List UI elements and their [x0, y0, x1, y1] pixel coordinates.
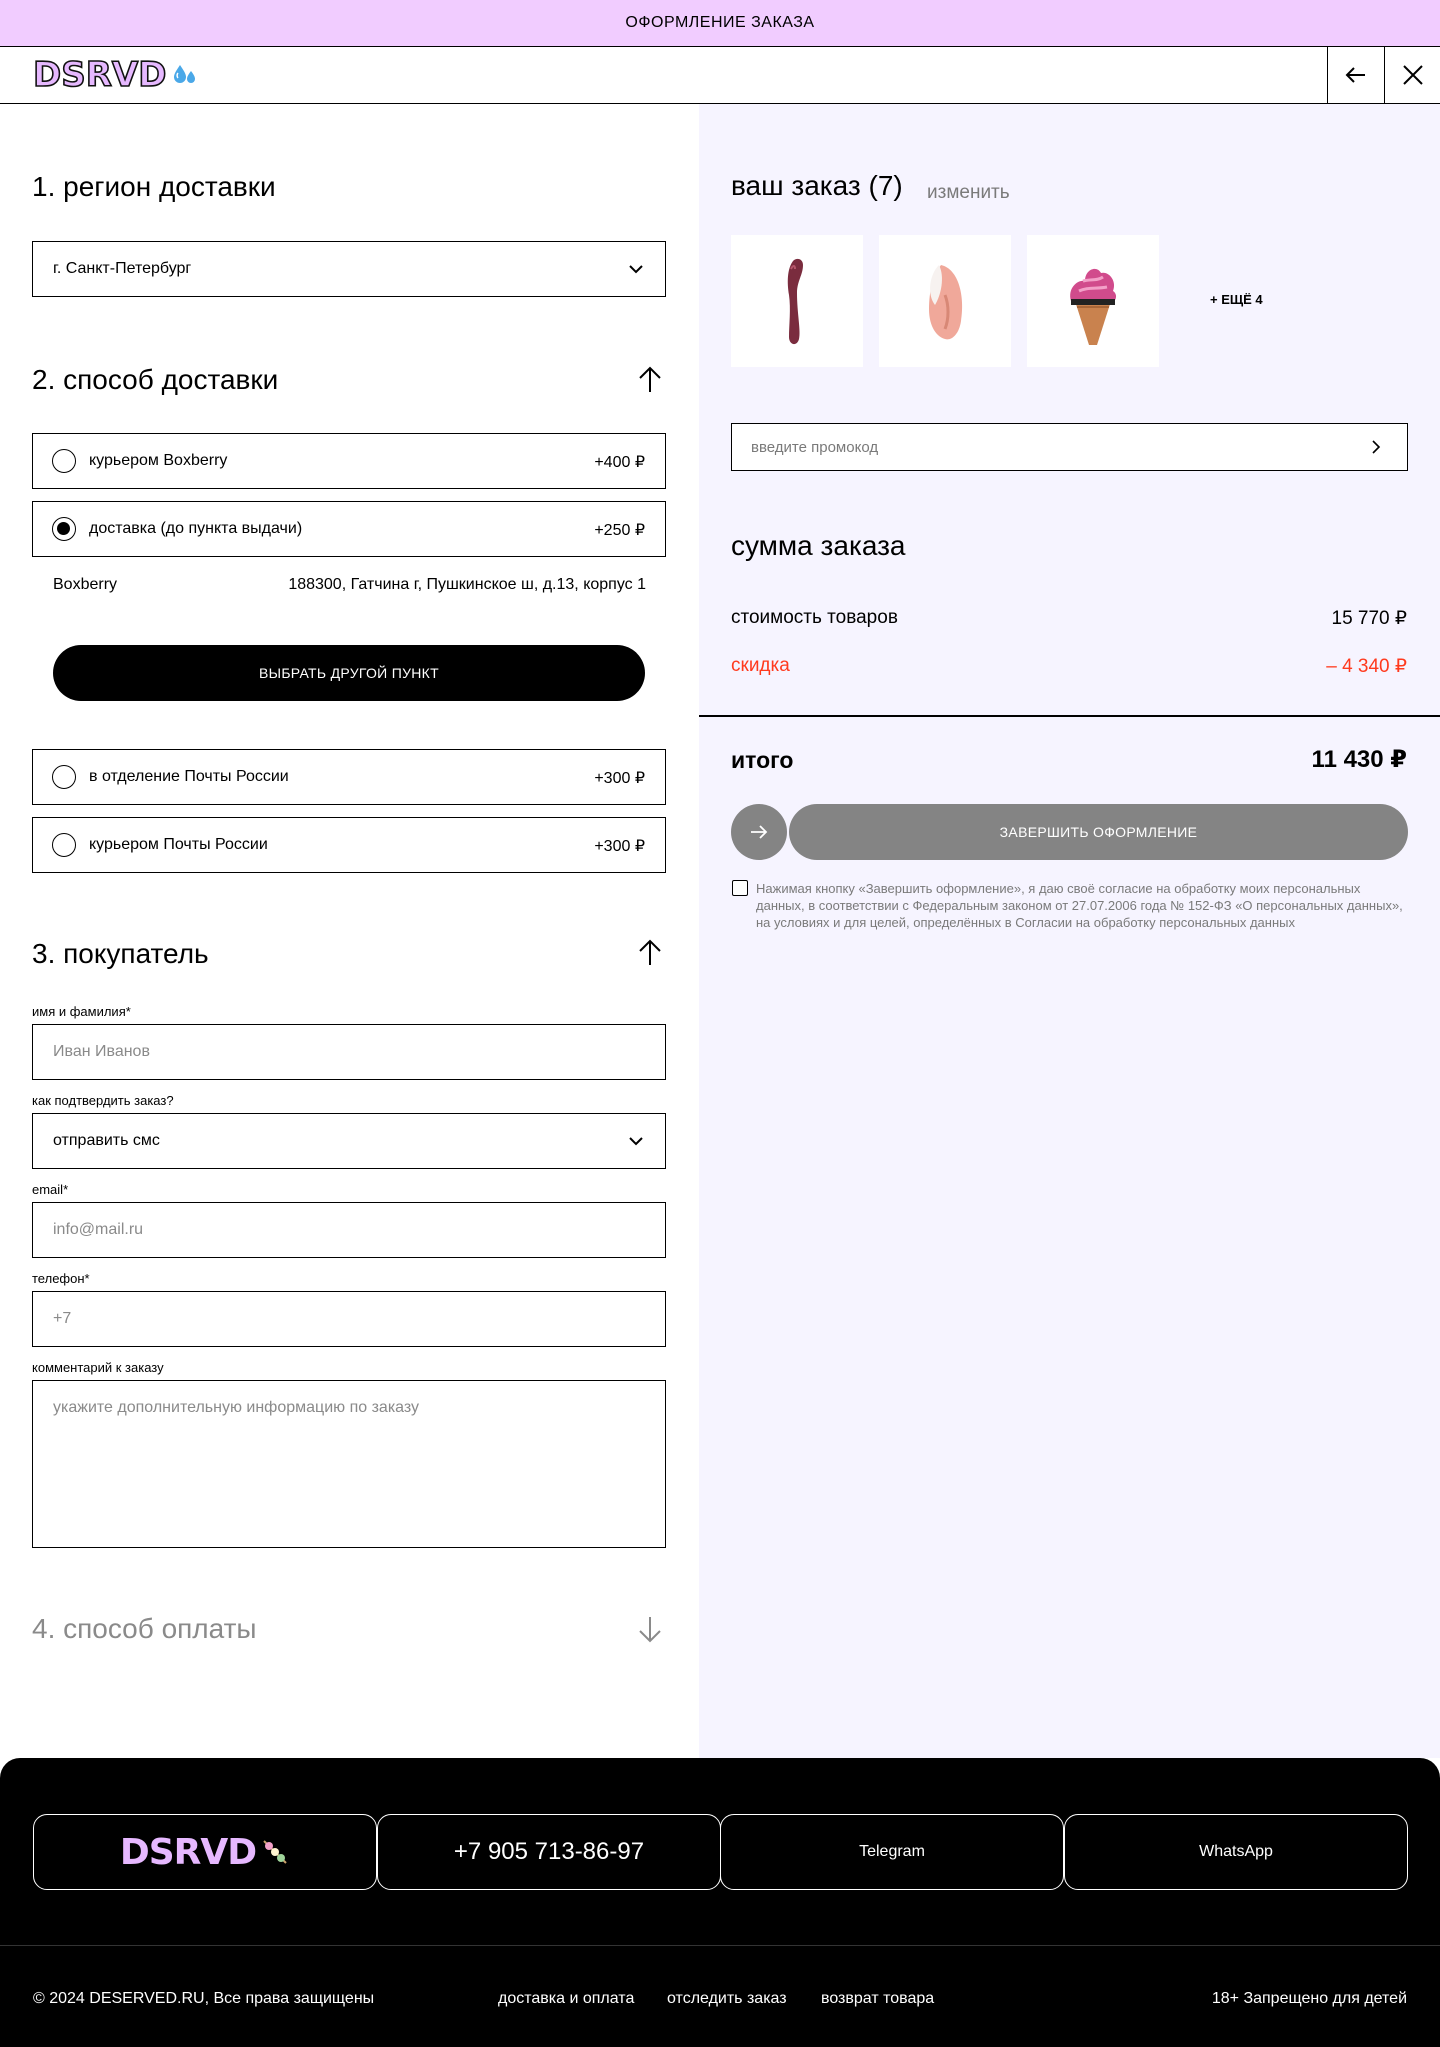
logo-text: DSRVD: [33, 55, 167, 95]
complete-checkout-button[interactable]: ЗАВЕРШИТЬ ОФОРМЛЕНИЕ: [789, 804, 1408, 860]
phone-placeholder: +7: [53, 1310, 72, 1327]
checkout-topbar: [0, 0, 1440, 47]
close-button[interactable]: [1384, 47, 1440, 103]
edit-order-link[interactable]: изменить: [927, 182, 1010, 203]
delivery-title: 2. способ доставки: [32, 364, 279, 395]
radio-button[interactable]: [52, 765, 76, 789]
chevron-down-icon: [627, 260, 645, 278]
name-placeholder: Иван Иванов: [53, 1043, 150, 1060]
chevron-down-icon: [627, 1132, 645, 1150]
footer-copyright: © 2024 DESERVED.RU, Все права защищены: [33, 1990, 375, 2007]
footer-telegram-link[interactable]: Telegram: [720, 1814, 1064, 1890]
footer-link-return[interactable]: возврат товара: [821, 1990, 935, 2007]
email-label: email*: [32, 1182, 69, 1197]
radio-button[interactable]: [52, 833, 76, 857]
footer-phone-link[interactable]: +7 905 713-86-97: [377, 1814, 721, 1890]
arrow-up-icon[interactable]: [634, 364, 666, 396]
back-button[interactable]: [1327, 47, 1383, 103]
checkout-title: ОФОРМЛЕНИЕ ЗАКАЗА: [625, 14, 815, 31]
radio-button-selected[interactable]: [52, 517, 76, 541]
logo[interactable]: [33, 55, 199, 95]
product-thumbnail[interactable]: [731, 235, 863, 367]
promo-code-input[interactable]: [731, 423, 1408, 471]
product-image-pink-device: [879, 235, 1011, 367]
more-items-count[interactable]: + ЕЩЁ 4: [1210, 292, 1263, 307]
goods-cost-label: стоимость товаров: [731, 607, 898, 628]
region-title: 1. регион доставки: [32, 171, 276, 202]
choose-other-pickup-button[interactable]: ВЫБРАТЬ ДРУГОЙ ПУНКТ: [53, 645, 645, 701]
option-price: +250 ₽: [594, 522, 645, 539]
comment-label: комментарий к заказу: [32, 1360, 164, 1375]
radio-button[interactable]: [52, 449, 76, 473]
email-field[interactable]: [32, 1202, 666, 1258]
confirm-method-select[interactable]: [32, 1113, 666, 1169]
option-price: +300 ₽: [594, 838, 645, 855]
option-price: +400 ₽: [594, 454, 645, 471]
payment-title[interactable]: 4. способ оплаты: [32, 1613, 257, 1644]
product-image-icecream-toy: [1027, 235, 1159, 367]
arrow-right-icon: [749, 822, 769, 842]
goods-cost-value: 15 770 ₽: [1331, 608, 1407, 629]
chevron-right-icon[interactable]: [1367, 438, 1385, 456]
pickup-address: 188300, Гатчина г, Пушкинское ш, д.13, корпус 1: [288, 576, 646, 593]
consent-checkbox[interactable]: [732, 880, 748, 896]
email-placeholder: info@mail.ru: [53, 1221, 144, 1238]
header: [0, 47, 1440, 104]
consent-text: Нажимая кнопку «Завершить оформление», я даю своё согласие на обработку моих персональных данных, в соответствии с Федеральным законом от 27.07.2006 года № 152-ФЗ «О персональных данных», на условиях и для целей, определённых в Согласии на обработку персональных данных: [756, 881, 1403, 930]
skewer-icon: [260, 1837, 290, 1867]
footer-age-restriction: 18+ Запрещено для детей: [1211, 1990, 1407, 2007]
product-image-vibrator-wand: [731, 235, 863, 367]
close-icon: [1401, 63, 1425, 87]
footer-logo-text: DSRVD: [119, 1831, 257, 1873]
arrow-up-icon[interactable]: [634, 937, 666, 969]
discount-label: скидка: [731, 655, 790, 676]
delivery-option-pickup-point[interactable]: [32, 501, 666, 557]
total-label: итого: [731, 747, 794, 773]
region-select[interactable]: [32, 241, 666, 297]
discount-value: – 4 340 ₽: [1326, 656, 1407, 677]
comment-placeholder: укажите дополнительную информацию по заказу: [53, 1399, 420, 1416]
option-label: курьером Почты России: [89, 836, 268, 853]
total-value: 11 430 ₽: [1311, 746, 1407, 773]
option-label: в отделение Почты России: [89, 768, 289, 785]
pickup-service: Boxberry: [53, 576, 118, 593]
name-input[interactable]: [32, 1024, 666, 1080]
phone-label: телефон*: [32, 1271, 90, 1286]
submit-arrow-button[interactable]: [731, 804, 787, 860]
name-label: имя и фамилия*: [32, 1004, 131, 1019]
footer: [0, 1758, 1440, 2047]
footer-logo[interactable]: [33, 1814, 377, 1890]
buyer-title: 3. покупатель: [32, 938, 209, 969]
option-label: курьером Boxberry: [89, 452, 228, 469]
delivery-option-boxberry-courier[interactable]: [32, 433, 666, 489]
option-price: +300 ₽: [594, 770, 645, 787]
summary-title: сумма заказа: [731, 530, 906, 561]
footer-divider: [0, 1945, 1440, 1946]
footer-link-delivery[interactable]: доставка и оплата: [498, 1990, 635, 2007]
footer-link-track[interactable]: отследить заказ: [667, 1990, 787, 2007]
arrow-left-icon: [1344, 63, 1368, 87]
divider: [699, 715, 1440, 717]
region-value: г. Санкт-Петербург: [53, 260, 192, 277]
footer-whatsapp-link[interactable]: WhatsApp: [1064, 1814, 1408, 1890]
confirm-label: как подтвердить заказ?: [32, 1093, 174, 1108]
phone-field[interactable]: [32, 1291, 666, 1347]
option-label: доставка (до пункта выдачи): [89, 520, 303, 537]
delivery-option-russian-post-office[interactable]: [32, 749, 666, 805]
promo-placeholder: введите промокод: [751, 438, 879, 456]
confirm-method-value: отправить смс: [53, 1132, 160, 1149]
product-thumbnail[interactable]: [879, 235, 1011, 367]
water-drops-icon: [171, 61, 199, 89]
arrow-down-icon[interactable]: [634, 1613, 666, 1645]
comment-textarea[interactable]: [32, 1380, 666, 1548]
order-title: ваш заказ (7): [731, 170, 903, 201]
product-thumbnail[interactable]: [1027, 235, 1159, 367]
delivery-option-russian-post-courier[interactable]: [32, 817, 666, 873]
